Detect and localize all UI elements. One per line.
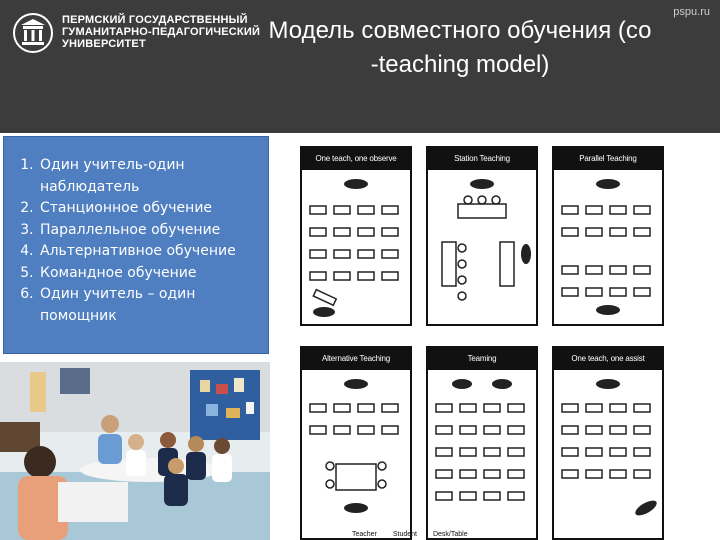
diagram-panel-teaming (426, 346, 538, 540)
models-list (4, 137, 268, 327)
legend-desk: Desk/Table (432, 531, 468, 538)
list-item: 6. Один учитель – один помощник (38, 284, 254, 327)
list-item: 4. Альтернативное обучение (38, 241, 254, 263)
list-item: 1. Один учитель-один наблюдатель (38, 155, 254, 198)
legend-teacher: Teacher (352, 531, 377, 538)
diagram-legend (352, 531, 482, 538)
panel-title: Parallel Teaching (554, 148, 662, 170)
site-url: pspu.ru (673, 6, 710, 18)
header-bar (0, 0, 720, 133)
classroom-layout (554, 170, 662, 324)
legend-student: Student (392, 531, 417, 538)
panel-title: Alternative Teaching (302, 348, 410, 370)
university-logo-icon (12, 12, 54, 54)
diagram-panel-one-teach-one-observe (300, 146, 412, 326)
models-list-box (3, 136, 269, 354)
slide-title-line: -teaching model) (370, 51, 550, 78)
panel-title: One teach, one assist (554, 348, 662, 370)
university-name-line: ГУМАНИТАРНО-ПЕДАГОГИЧЕСКИЙ (62, 26, 261, 38)
classroom-layout (428, 170, 536, 324)
panel-title: Station Teaching (428, 148, 536, 170)
university-name-line: ПЕРМСКИЙ ГОСУДАРСТВЕННЫЙ (62, 14, 248, 26)
classroom-layout (302, 370, 410, 538)
university-name-line: УНИВЕРСИТЕТ (62, 38, 146, 50)
diagram-panel-alternative-teaching (300, 346, 412, 540)
slide-title (205, 14, 715, 82)
classroom-layout (302, 170, 410, 324)
classroom-layout (554, 370, 662, 538)
classroom-photo (0, 362, 270, 540)
list-item: 2. Станционное обучение (38, 198, 254, 220)
diagram-panel-parallel-teaching (552, 146, 664, 326)
slide-title-line: Модель совместного обучения (со (268, 17, 652, 44)
diagram-panel-one-teach-one-assist (552, 346, 664, 540)
co-teaching-diagram (300, 146, 670, 540)
panel-title: One teach, one observe (302, 148, 410, 170)
panel-title: Teaming (428, 348, 536, 370)
list-item: 5. Командное обучение (38, 263, 254, 285)
classroom-layout (428, 370, 536, 538)
list-item: 3. Параллельное обучение (38, 220, 254, 242)
diagram-panel-station-teaching (426, 146, 538, 326)
